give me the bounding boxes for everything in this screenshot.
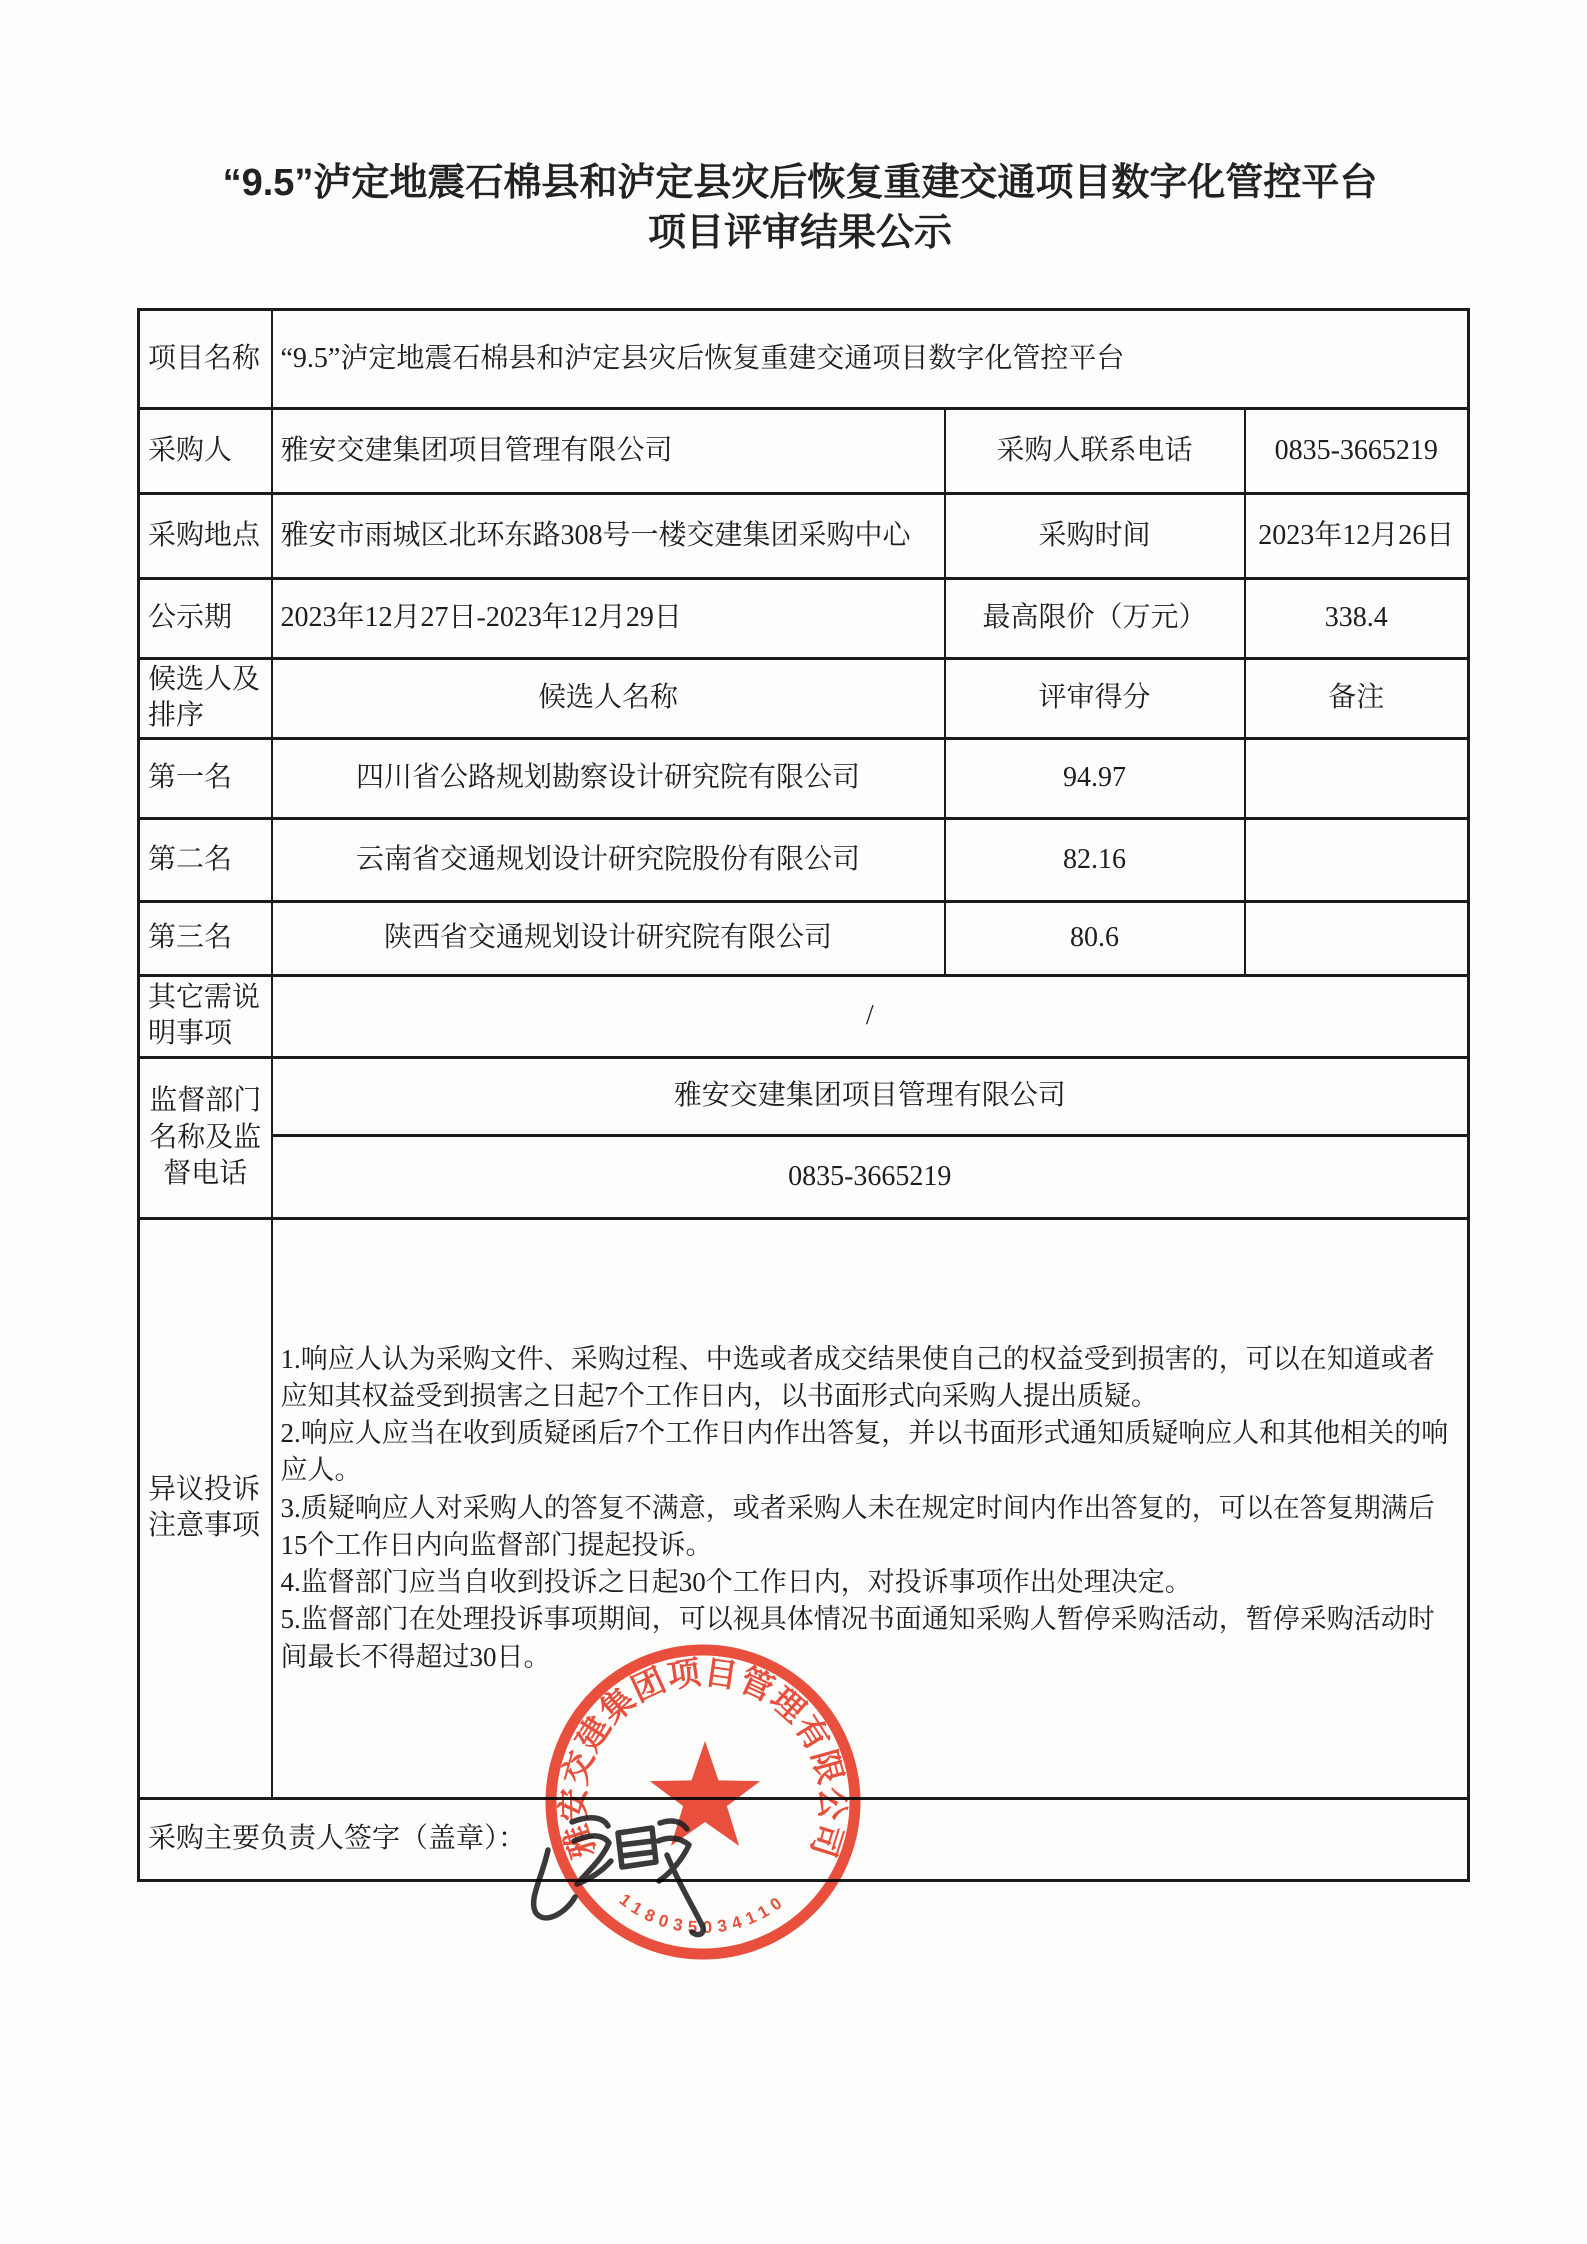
dispute-item-1: 1.响应人认为采购文件、采购过程、中选或者成交结果使自己的权益受到损害的，可以在知道或者应知其权益受到损害之日起7个工作日内，以书面形式向采购人提出质疑。 bbox=[280, 1343, 1435, 1411]
candidate-3-remark bbox=[1245, 901, 1469, 975]
supervisor-name-value: 雅安交建集团项目管理有限公司 bbox=[272, 1057, 1469, 1135]
candidate-3-score: 80.6 bbox=[945, 901, 1245, 975]
seal-company-textpath: 雅安交建集团项目管理有限公司 bbox=[554, 1653, 852, 1863]
publicity-value: 2023年12月27日-2023年12月29日 bbox=[272, 579, 945, 659]
candidate-3-name: 陕西省交通规划设计研究院有限公司 bbox=[272, 901, 945, 975]
time-value: 2023年12月26日 bbox=[1245, 494, 1469, 579]
purchaser-phone-value: 0835-3665219 bbox=[1245, 409, 1469, 494]
candidate-3-rank: 第三名 bbox=[139, 901, 272, 975]
dispute-item-4: 4.监督部门应当自收到投诉之日起30个工作日内，对投诉事项作出处理决定。 bbox=[280, 1567, 1192, 1598]
dispute-item-2: 2.响应人应当在收到质疑函后7个工作日内作出答复，并以书面形式通知质疑响应人和其他相关的响应人。 bbox=[280, 1418, 1449, 1486]
project-name-label: 项目名称 bbox=[139, 310, 272, 409]
candidate-1-score: 94.97 bbox=[945, 738, 1245, 818]
location-label: 采购地点 bbox=[139, 494, 272, 579]
publicity-label: 公示期 bbox=[139, 579, 272, 659]
row-purchaser bbox=[139, 409, 1469, 494]
row-supervisor-phone bbox=[139, 1135, 1469, 1218]
max-price-value: 338.4 bbox=[1245, 579, 1469, 659]
row-project-name bbox=[139, 310, 1469, 409]
results-table bbox=[137, 308, 1470, 1882]
location-value: 雅安市雨城区北环东路308号一楼交建集团采购中心 bbox=[272, 494, 945, 579]
signature-label: 采购主要负责人签字（盖章）： bbox=[139, 1798, 1469, 1880]
candidate-1-rank: 第一名 bbox=[139, 738, 272, 818]
other-notes-value: / bbox=[272, 975, 1469, 1057]
candidates-remark-header: 备注 bbox=[1245, 659, 1469, 739]
other-notes-label: 其它需说明事项 bbox=[139, 975, 272, 1057]
supervisor-label: 监督部门名称及监督电话 bbox=[139, 1057, 272, 1218]
dispute-label: 异议投诉注意事项 bbox=[139, 1218, 272, 1798]
title-line-1: “9.5”泸定地震石棉县和泸定县灾后恢复重建交通项目数字化管控平台 bbox=[222, 162, 1378, 204]
dispute-item-5: 5.监督部门在处理投诉事项期间，可以视具体情况书面通知采购人暂停采购活动，暂停采购活动时间最长不得超过30日。 bbox=[280, 1604, 1435, 1672]
purchaser-phone-label: 采购人联系电话 bbox=[945, 409, 1245, 494]
purchaser-label: 采购人 bbox=[139, 409, 272, 494]
candidate-2-name: 云南省交通规划设计研究院股份有限公司 bbox=[272, 818, 945, 901]
candidate-row-3 bbox=[139, 901, 1469, 975]
purchaser-value: 雅安交建集团项目管理有限公司 bbox=[272, 409, 945, 494]
row-other-notes bbox=[139, 975, 1469, 1057]
title-line-2: 项目评审结果公示 bbox=[647, 212, 952, 254]
max-price-label: 最高限价（万元） bbox=[945, 579, 1245, 659]
candidates-name-header: 候选人名称 bbox=[272, 659, 945, 739]
row-candidates-header bbox=[139, 659, 1469, 739]
row-signature bbox=[139, 1798, 1469, 1880]
seal-code-textpath: 118035034110 bbox=[615, 1890, 791, 1938]
row-dispute-notes bbox=[139, 1218, 1469, 1798]
candidate-row-1 bbox=[139, 738, 1469, 818]
project-name-value: “9.5”泸定地震石棉县和泸定县灾后恢复重建交通项目数字化管控平台 bbox=[272, 310, 1469, 409]
row-supervisor-name bbox=[139, 1057, 1469, 1135]
candidate-2-score: 82.16 bbox=[945, 818, 1245, 901]
candidates-rank-header: 候选人及排序 bbox=[139, 659, 272, 739]
row-publicity bbox=[139, 579, 1469, 659]
candidate-2-rank: 第二名 bbox=[139, 818, 272, 901]
seal-code-text bbox=[616, 1890, 790, 1937]
dispute-text bbox=[272, 1218, 1469, 1798]
supervisor-phone-value: 0835-3665219 bbox=[272, 1135, 1469, 1218]
time-label: 采购时间 bbox=[945, 494, 1245, 579]
document-title bbox=[100, 158, 1500, 258]
candidate-1-remark bbox=[1245, 738, 1469, 818]
candidate-row-2 bbox=[139, 818, 1469, 901]
candidate-1-name: 四川省公路规划勘察设计研究院有限公司 bbox=[272, 738, 945, 818]
candidate-2-remark bbox=[1245, 818, 1469, 901]
candidates-score-header: 评审得分 bbox=[945, 659, 1245, 739]
dispute-item-3: 3.质疑响应人对采购人的答复不满意，或者采购人未在规定时间内作出答复的，可以在答复期满后15个工作日内向监督部门提起投诉。 bbox=[280, 1492, 1435, 1560]
row-location bbox=[139, 494, 1469, 579]
